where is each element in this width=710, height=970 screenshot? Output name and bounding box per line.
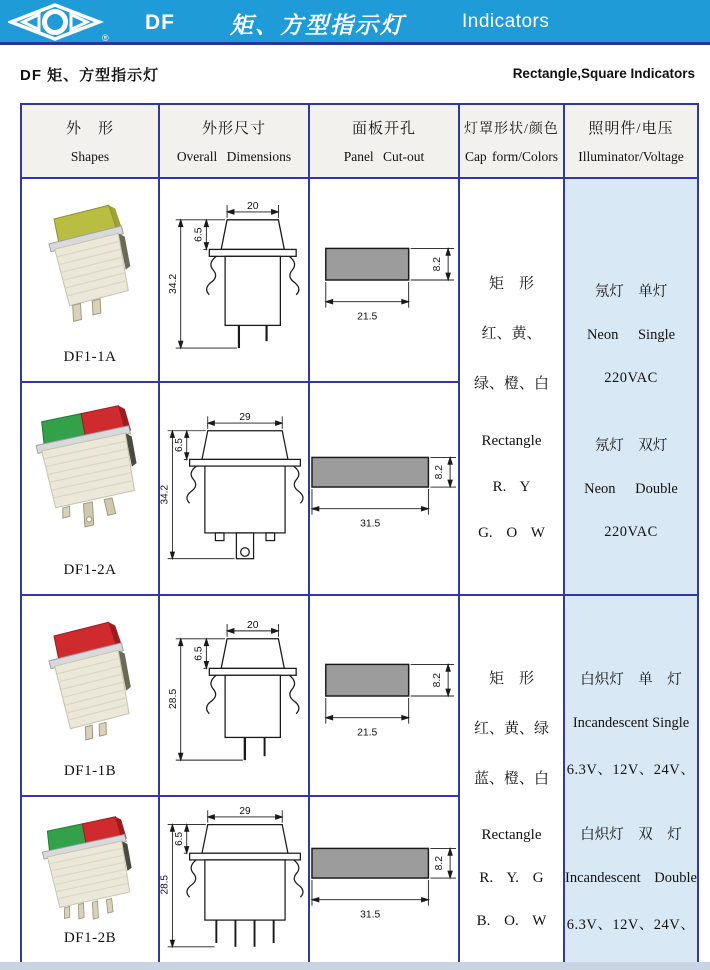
photo-cell-df1-2b <box>22 797 160 962</box>
cutout-cell-df1-1b <box>310 596 460 797</box>
header-cutout-cn: 面板开孔 <box>351 121 416 137</box>
subtitle-left: DF 矩、方型指示灯 <box>20 67 160 84</box>
dimension-drawing-df1-2b <box>160 802 308 957</box>
svg-text:21.5: 21.5 <box>357 311 378 323</box>
product-photo-df1-2b <box>25 809 155 929</box>
illuminator-cn: 白炽灯 双 灯 <box>580 827 682 843</box>
panel-cutout-drawing-df1-2a <box>310 439 458 539</box>
page-title-en: Indicators <box>462 11 550 32</box>
drawing-cell-df1-1b <box>160 596 310 797</box>
column-header-cutout <box>310 105 460 179</box>
svg-text:29: 29 <box>239 806 251 818</box>
illuminator-top-block <box>565 624 697 823</box>
svg-text:29: 29 <box>239 411 251 423</box>
cap-shape-cn: 矩 形 <box>488 671 534 687</box>
illuminator-cn: 氖灯 单灯 <box>594 283 668 300</box>
model-label: DF1-2B <box>63 930 117 946</box>
illuminator-en: Neon Single <box>586 326 676 343</box>
illuminator-en: Neon Double <box>584 481 678 497</box>
brand-logo-icon <box>8 2 116 44</box>
model-label: DF1-2A <box>63 562 117 578</box>
cap-colors-en-line2: B. O. W <box>476 913 547 929</box>
cap-shape-en: Rectangle <box>481 433 542 449</box>
header-capform-cn: 灯罩形状/颜色 <box>464 121 559 137</box>
column-header-shapes <box>22 105 160 179</box>
dimension-drawing-df1-1a <box>160 199 308 361</box>
cap-colors-en-line1: R. Y. G <box>479 870 544 886</box>
svg-text:34.2: 34.2 <box>167 273 179 295</box>
illuminator-cell-group2 <box>565 596 697 962</box>
svg-text:31.5: 31.5 <box>360 908 381 920</box>
header-capform-en: Cap form/Colors <box>464 148 559 164</box>
svg-text:28.5: 28.5 <box>160 875 171 895</box>
cap-colors-cell-group1 <box>460 179 565 596</box>
svg-text:21.5: 21.5 <box>357 726 378 738</box>
svg-text:6.5: 6.5 <box>193 646 205 661</box>
illuminator-voltage: 220VAC <box>604 524 658 540</box>
header-illuminator-cn: 照明件/电压 <box>588 121 674 137</box>
subtitle-right: Rectangle,Square Indicators <box>512 66 695 81</box>
cap-colors-cn-line1: 红、黄、绿 <box>473 721 549 737</box>
page-bottom-edge <box>0 962 710 970</box>
header-illuminator-en: Illuminator/Voltage <box>578 149 684 164</box>
illuminator-top-block <box>565 232 697 434</box>
cap-colors-cn-block <box>460 231 563 433</box>
illuminator-voltage: 6.3V、12V、24V、 <box>566 762 696 778</box>
panel-cutout-drawing-df1-1a <box>310 230 458 330</box>
svg-text:20: 20 <box>246 200 259 212</box>
drawing-cell-df1-2b <box>160 797 310 962</box>
cutout-cell-df1-1a <box>310 179 460 383</box>
drawing-cell-df1-1a <box>160 179 310 383</box>
header-shapes-en: Shapes <box>70 149 110 164</box>
svg-text:8.2: 8.2 <box>434 464 446 479</box>
model-label: DF1-1A <box>63 349 117 365</box>
page-title-cn: 矩、方型指示灯 <box>230 12 405 38</box>
svg-text:28.5: 28.5 <box>167 688 179 710</box>
svg-text:6.5: 6.5 <box>173 831 185 846</box>
photo-cell-df1-1b <box>22 596 160 797</box>
header-shapes-cn: 外 形 <box>65 121 114 137</box>
illuminator-cn: 氖灯 双灯 <box>594 438 668 454</box>
cap-colors-cn-line2: 蓝、橙、白 <box>473 771 549 787</box>
svg-text:6.5: 6.5 <box>173 437 185 452</box>
illuminator-bottom-block <box>565 823 697 934</box>
registered-mark: ® <box>102 33 109 43</box>
cap-colors-cn-line2: 绿、橙、白 <box>473 375 549 392</box>
cutout-cell-df1-2b <box>310 797 460 962</box>
product-photo-df1-1a <box>30 191 150 331</box>
cap-colors-en-block <box>460 827 563 930</box>
cap-shape-en: Rectangle <box>481 827 542 843</box>
illuminator-en: Incandescent Double <box>565 870 697 886</box>
illuminator-cn: 白炽灯 单 灯 <box>580 672 682 688</box>
dimension-drawing-df1-1b <box>160 618 308 773</box>
header-dimensions-en: Overall Dimensions <box>176 149 292 164</box>
cutout-cell-df1-2a <box>310 383 460 596</box>
panel-cutout-drawing-df1-2b <box>310 830 458 930</box>
spec-table <box>20 103 699 964</box>
svg-text:6.5: 6.5 <box>193 227 205 242</box>
cap-colors-cn-line1: 红、黄、 <box>481 325 542 342</box>
cap-colors-cell-group2 <box>460 596 565 962</box>
svg-text:8.2: 8.2 <box>434 855 446 870</box>
photo-cell-df1-2a <box>22 383 160 596</box>
svg-text:20: 20 <box>246 619 259 631</box>
drawing-cell-df1-2a <box>160 383 310 596</box>
cap-colors-en-block <box>460 433 563 542</box>
panel-cutout-drawing-df1-1b <box>310 646 458 746</box>
svg-text:8.2: 8.2 <box>432 257 444 272</box>
photo-cell-df1-1a <box>22 179 160 383</box>
product-photo-df1-2a <box>25 395 155 540</box>
cap-colors-cn-block <box>460 628 563 827</box>
column-header-illuminator <box>565 105 697 179</box>
product-photo-df1-1b <box>30 608 150 753</box>
illuminator-voltage: 220VAC <box>604 369 658 386</box>
cap-colors-en-line1: R. Y <box>492 479 531 495</box>
cap-shape-cn: 矩 形 <box>488 275 534 292</box>
header-cutout-en: Panel Cut-out <box>343 149 425 164</box>
column-header-dimensions <box>160 105 310 179</box>
illuminator-bottom-block <box>565 434 697 541</box>
svg-text:34.2: 34.2 <box>160 484 171 504</box>
header-dimensions-cn: 外形尺寸 <box>201 121 266 137</box>
illuminator-en: Incandescent Single <box>572 715 690 731</box>
page-header <box>0 0 710 45</box>
svg-text:31.5: 31.5 <box>360 517 381 529</box>
column-header-capform <box>460 105 565 179</box>
series-code: DF <box>145 11 175 34</box>
illuminator-cell-group1 <box>565 179 697 596</box>
illuminator-voltage: 6.3V、12V、24V、 <box>566 917 696 933</box>
dimension-drawing-df1-2a <box>160 408 308 570</box>
svg-text:8.2: 8.2 <box>432 672 444 687</box>
model-label: DF1-1B <box>63 763 117 779</box>
cap-colors-en-line2: G. O W <box>478 525 545 541</box>
